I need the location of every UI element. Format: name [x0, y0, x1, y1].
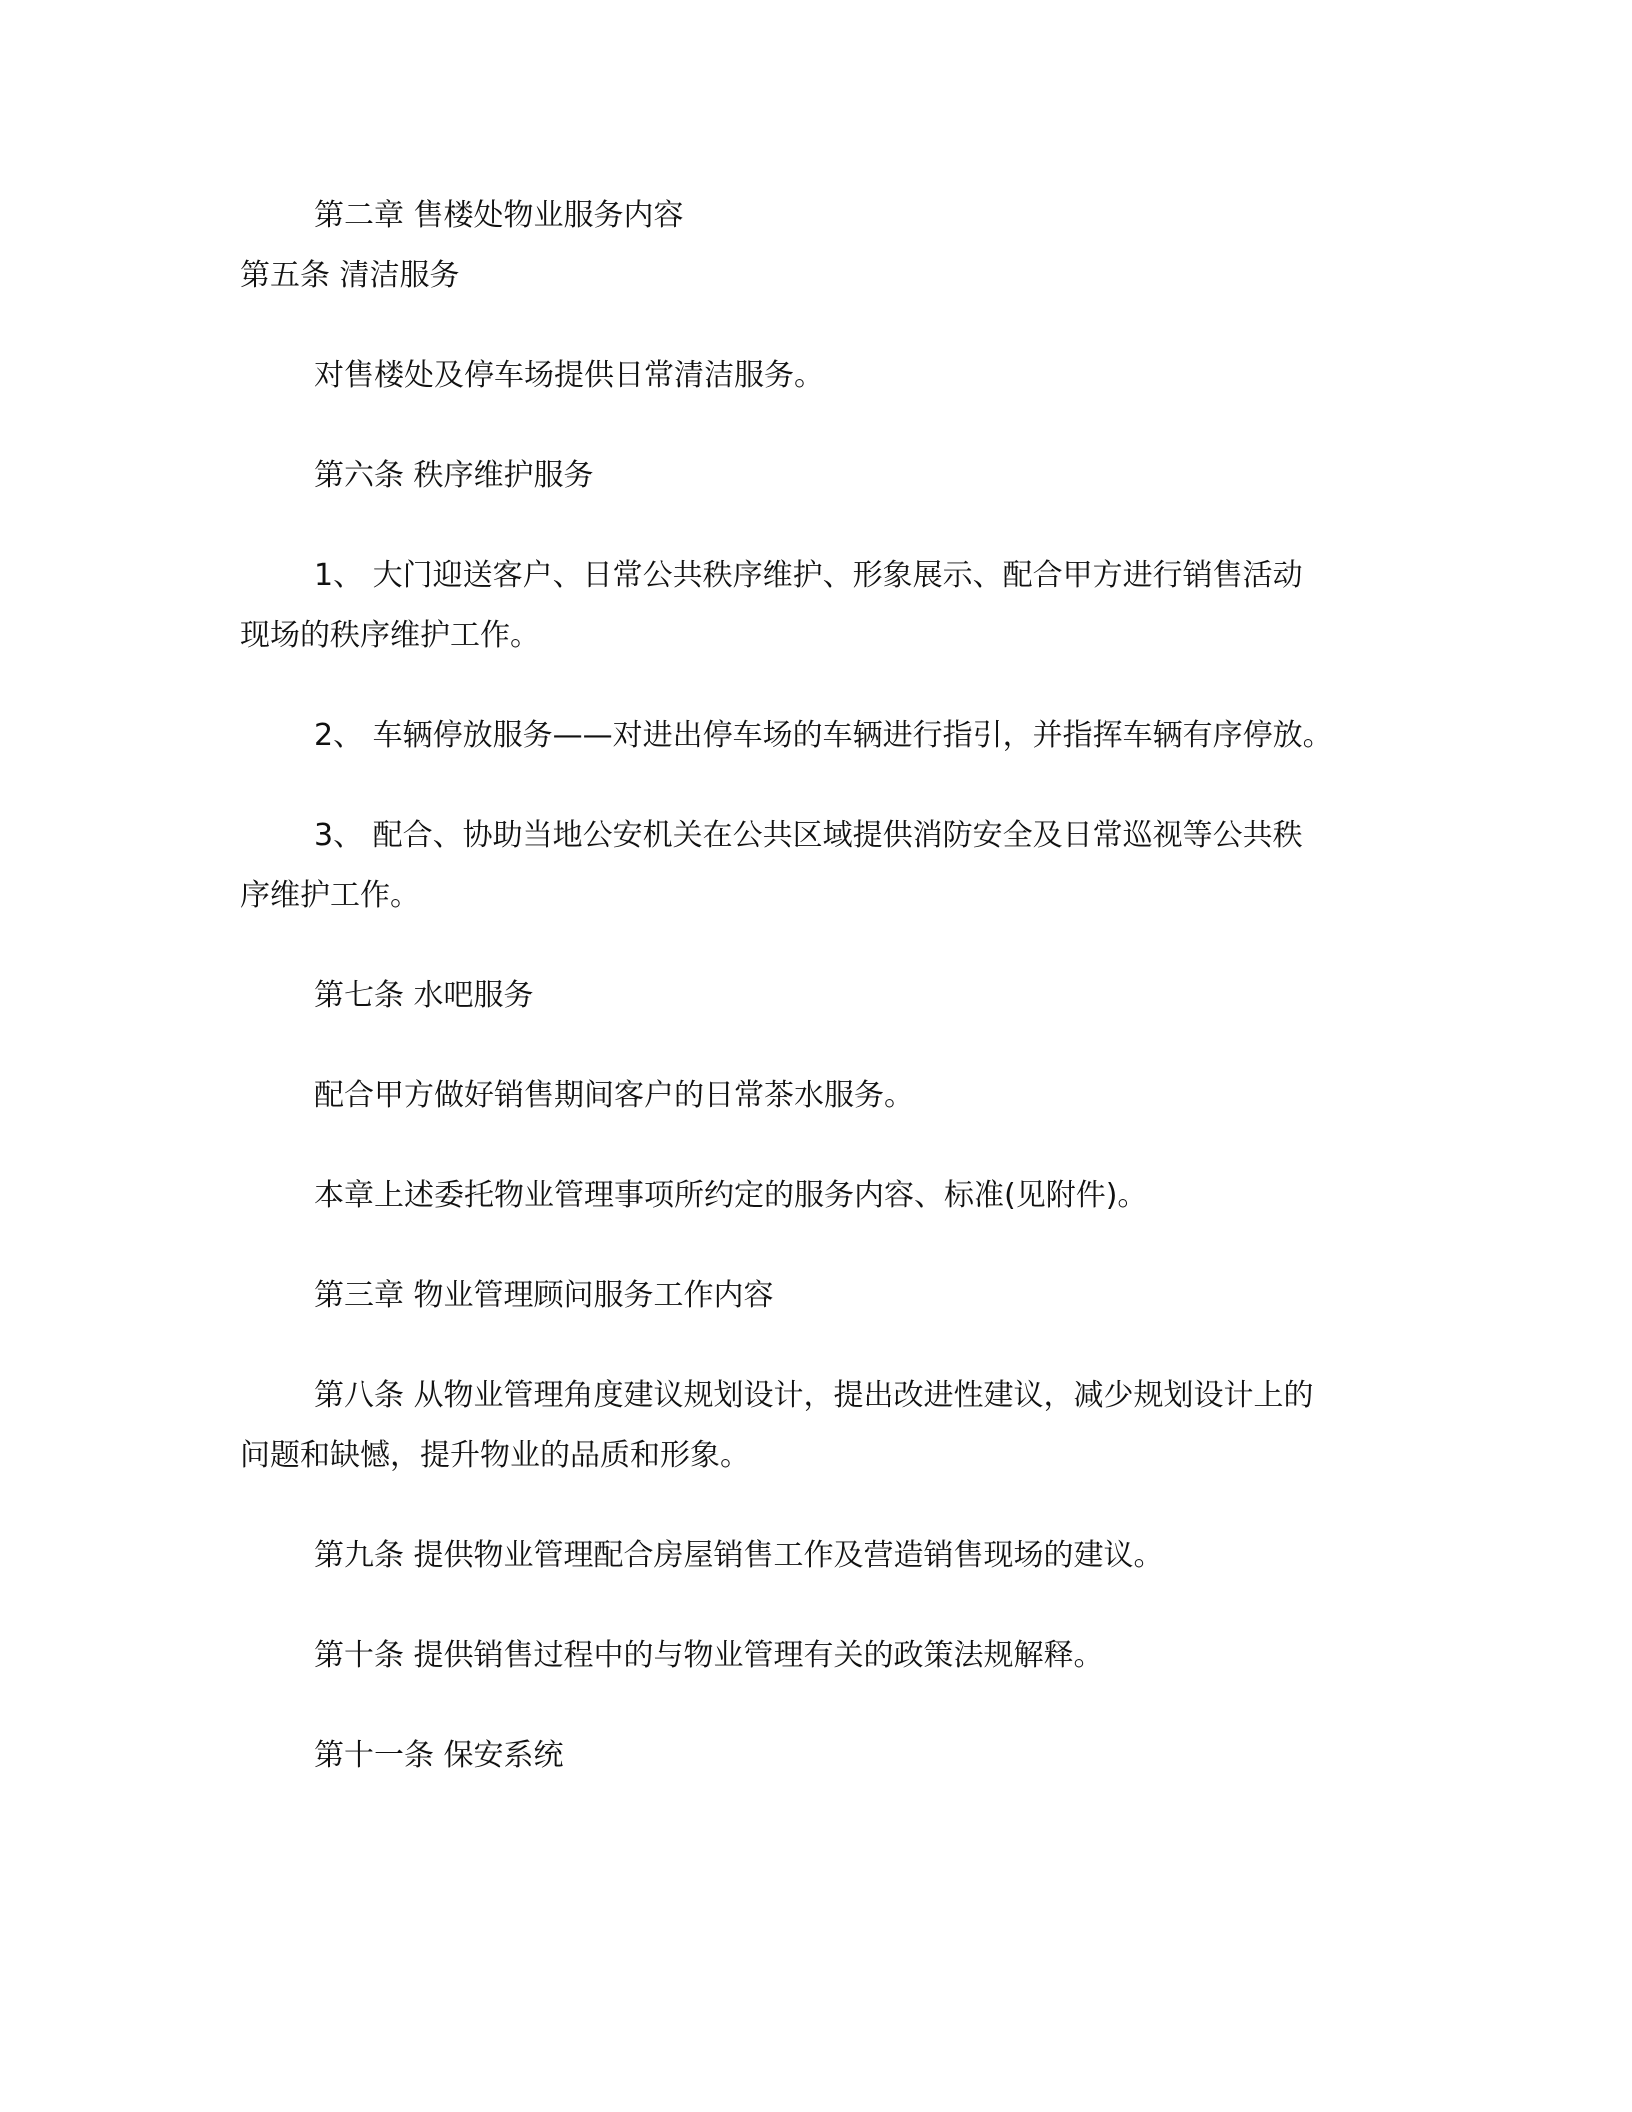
article-7-heading: 第七条 水吧服务: [314, 978, 534, 1013]
article-5-body: 对售楼处及停车场提供日常清洁服务。: [314, 358, 824, 393]
article-6-heading: 第六条 秩序维护服务: [314, 458, 594, 493]
article-6-item-1-line-1: 1、 大门迎送客户、日常公共秩序维护、形象展示、配合甲方进行销售活动: [314, 558, 1303, 593]
article-11-heading: 第十一条 保安系统: [314, 1738, 564, 1773]
article-6-item-3-line-2: 序维护工作。: [240, 878, 420, 913]
chapter-2-heading: 第二章 售楼处物业服务内容: [314, 198, 684, 233]
article-8-line-1: 第八条 从物业管理角度建议规划设计，提出改进性建议，减少规划设计上的: [314, 1378, 1314, 1413]
chapter-note: 本章上述委托物业管理事项所约定的服务内容、标准(见附件)。: [314, 1178, 1148, 1213]
chapter-3-heading: 第三章 物业管理顾问服务工作内容: [314, 1278, 774, 1313]
article-10: 第十条 提供销售过程中的与物业管理有关的政策法规解释。: [314, 1638, 1104, 1673]
article-6-item-1-line-2: 现场的秩序维护工作。: [240, 618, 540, 653]
article-8-line-2: 问题和缺憾，提升物业的品质和形象。: [240, 1438, 750, 1473]
article-9: 第九条 提供物业管理配合房屋销售工作及营造销售现场的建议。: [314, 1538, 1164, 1573]
article-7-body: 配合甲方做好销售期间客户的日常茶水服务。: [314, 1078, 914, 1113]
article-5-heading: 第五条 清洁服务: [240, 258, 460, 293]
article-6-item-3-line-1: 3、 配合、协助当地公安机关在公共区域提供消防安全及日常巡视等公共秩: [314, 818, 1303, 853]
article-6-item-2: 2、 车辆停放服务——对进出停车场的车辆进行指引，并指挥车辆有序停放。: [314, 718, 1333, 753]
